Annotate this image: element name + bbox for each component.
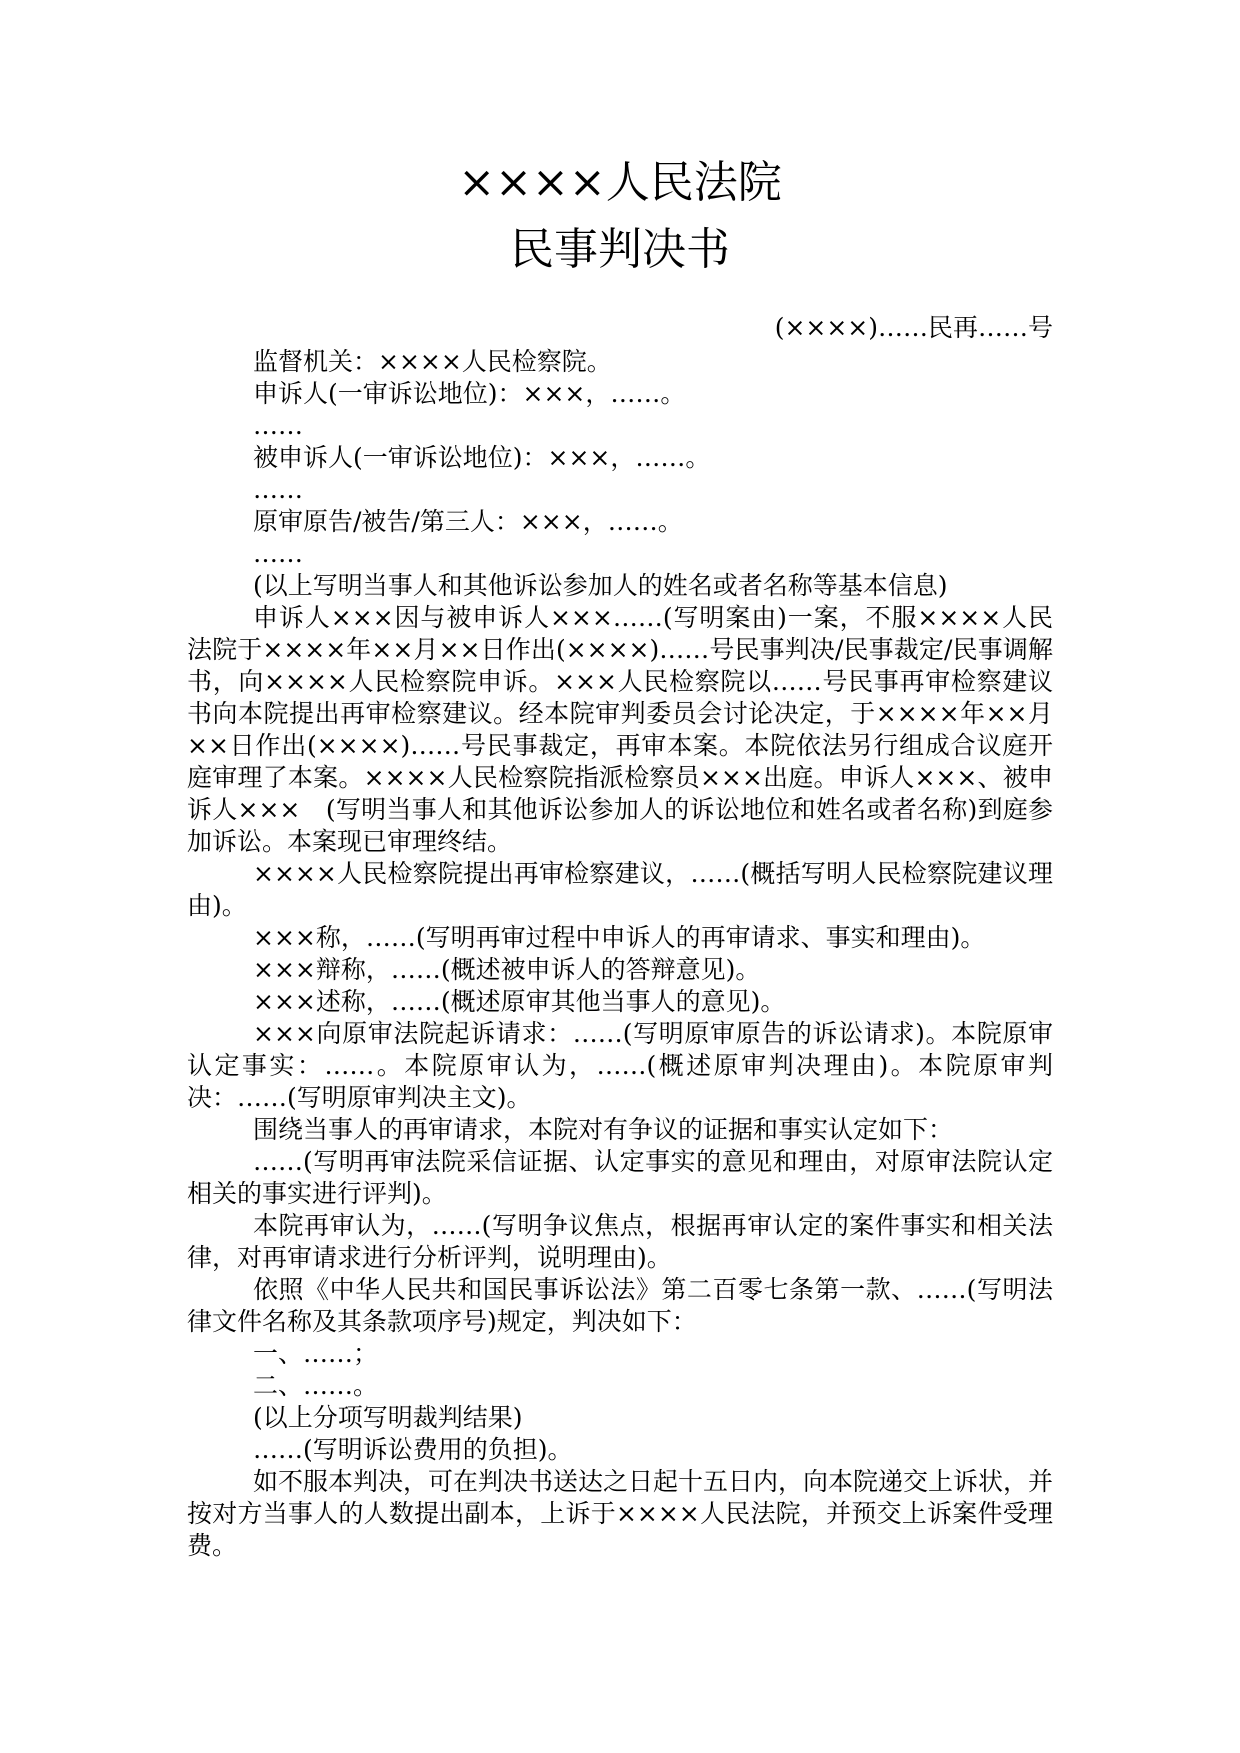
- judgment-item: 二、……。: [253, 1371, 379, 1400]
- appellant-claim-paragraph: ×××称，……(写明再审过程中申诉人的再审请求、事实和理由)。: [253, 923, 986, 952]
- procuratorate-suggestion-paragraph: ××××人民检察院提出再审检察建议，……(概括写明人民检察院建议理由)。: [187, 859, 1053, 920]
- party-ellipsis: ……: [253, 539, 303, 568]
- legal-basis-paragraph: 依照《中华人民共和国民事诉讼法》第二百零七条第一款、……(写明法律文件名称及其条款项序号)规定，判决如下：: [187, 1275, 1053, 1336]
- judgment-item: 一、……；: [253, 1339, 379, 1368]
- party-note: (以上写明当事人和其他诉讼参加人的姓名或者名称等基本信息): [253, 571, 948, 600]
- evidence-finding-paragraph: ……(写明再审法院采信证据、认定事实的意见和理由，对原审法院认定相关的事实进行评判)。: [187, 1147, 1053, 1208]
- document-type-title: 民事判决书: [510, 224, 730, 275]
- litigation-cost-line: ……(写明诉讼费用的负担)。: [253, 1435, 573, 1464]
- evidence-intro-paragraph: 围绕当事人的再审请求，本院对有争议的证据和事实认定如下：: [253, 1115, 954, 1144]
- party-appellant: 申诉人(一审诉讼地位)：×××，……。: [253, 379, 686, 408]
- court-reasoning-paragraph: 本院再审认为，……(写明争议焦点，根据再审认定的案件事实和相关法律，对再审请求进行分析评判，说明理由)。: [187, 1211, 1053, 1272]
- other-party-statement-paragraph: ×××述称，……(概述原审其他当事人的意见)。: [253, 987, 786, 1016]
- respondent-defense-paragraph: ×××辩称，……(概述被申诉人的答辩意见)。: [253, 955, 761, 984]
- original-trial-paragraph: ×××向原审法院起诉请求：……(写明原审原告的诉讼请求)。本院原审认定事实：……。本院原审认为，……(概述原审判决理由)。本院原审判决：……(写明原审判决主文)。: [187, 1019, 1053, 1112]
- party-original-litigants: 原审原告/被告/第三人：×××，……。: [253, 507, 683, 536]
- party-supervising-organ: 监督机关：××××人民检察院。: [253, 347, 612, 376]
- party-respondent: 被申诉人(一审诉讼地位)：×××，……。: [253, 443, 711, 472]
- case-number: (××××)……民再……号: [774, 313, 1053, 342]
- party-ellipsis: ……: [253, 475, 303, 504]
- court-name-title: ××××人民法院: [458, 157, 782, 208]
- judgment-note: (以上分项写明裁判结果): [253, 1403, 523, 1432]
- judgment-body: [187, 312, 1053, 1562]
- case-background-paragraph: 申诉人×××因与被申诉人×××……(写明案由)一案，不服××××人民法院于××××年××月××日作出(××××)……号民事判决/民事裁定/民事调解书，向××××人民检察院申诉。×××人民检察院以……号民事再审检察建议书向本院提出再审检察建议。经本院审判委员会讨论决定，于××××年××月××日作出(××××)……号民事裁定，再审本案。本院依法另行组成合议庭开庭审理了本案。××××人民检察院指派检察员×××出庭。申诉人×××、被申诉人××× (写明当事人和其他诉讼参加人的诉讼地位和姓名或者名称)到庭参加诉讼。本案现已审理终结。: [187, 603, 1053, 856]
- appeal-notice-paragraph: 如不服本判决，可在判决书送达之日起十五日内，向本院递交上诉状，并按对方当事人的人数提出副本，上诉于××××人民法院，并预交上诉案件受理费。: [187, 1467, 1054, 1560]
- party-ellipsis: ……: [253, 411, 303, 440]
